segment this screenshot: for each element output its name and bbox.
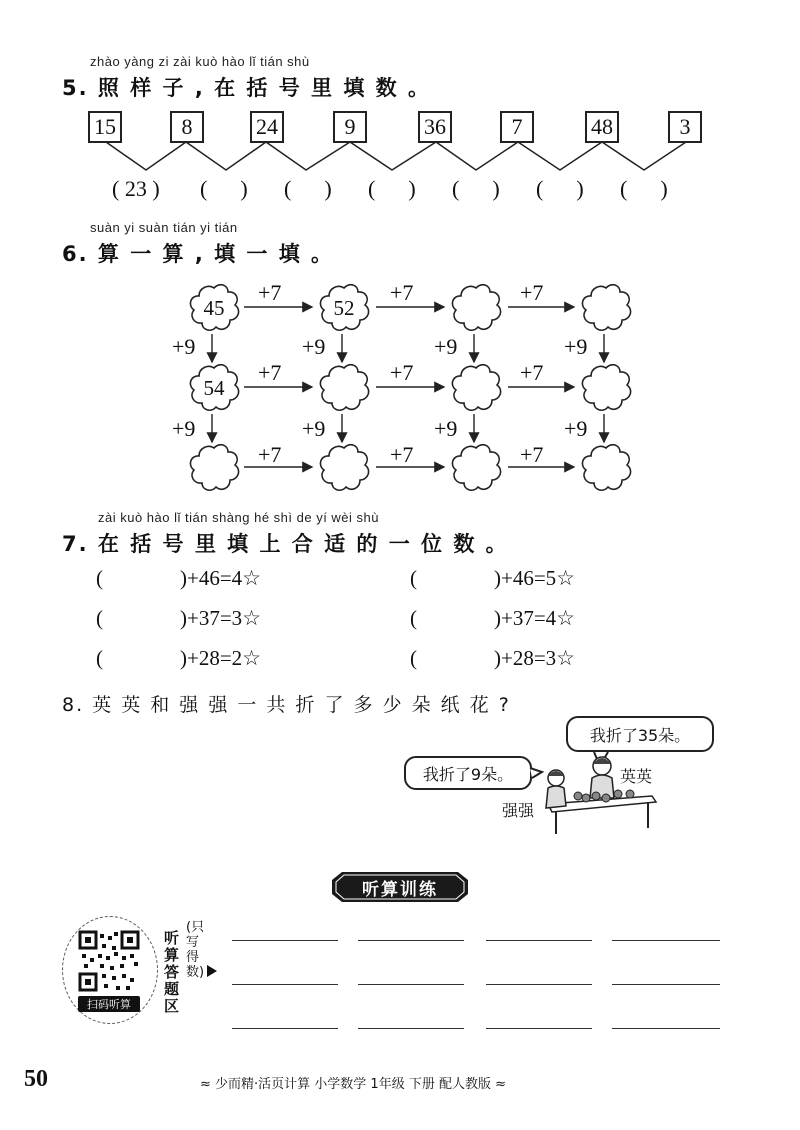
answer-line[interactable] xyxy=(612,940,720,941)
q6-value-r2c2 xyxy=(316,362,372,414)
q6-value-r3c3 xyxy=(448,442,504,494)
q7-left-eq-1: )+46=4☆ xyxy=(180,566,262,590)
q6-pinyin: suàn yi suàn tián yi tián xyxy=(90,220,238,235)
answer-line[interactable] xyxy=(232,984,338,985)
q5-box-3: 24 xyxy=(250,111,284,143)
q6-op-r2a: +7 xyxy=(258,360,282,385)
q6-op-r1a: +7 xyxy=(258,280,282,305)
q5-connector-lines xyxy=(0,0,800,200)
q5-answer-slot-4[interactable]: ( ) xyxy=(368,176,416,201)
q7-right-eq-3: )+28=3☆ xyxy=(494,646,576,670)
q5-box-7: 48 xyxy=(585,111,619,143)
q7-right-open-2[interactable]: ( xyxy=(410,606,417,630)
q5-answer-slot-6[interactable]: ( ) xyxy=(536,176,584,201)
q7-right-open-1[interactable]: ( xyxy=(410,566,417,590)
q6-title: 6. 算 一 算 , 填 一 填 。 xyxy=(62,242,335,266)
q6-op-c3b: +9 xyxy=(434,416,458,441)
page-number: 50 xyxy=(24,1066,48,1092)
q6-op-r3a: +7 xyxy=(258,442,282,467)
q7-left-eq-2: )+37=3☆ xyxy=(180,606,262,630)
answer-line[interactable] xyxy=(612,984,720,985)
q7-right-open-3[interactable]: ( xyxy=(410,646,417,670)
answer-line[interactable] xyxy=(358,940,464,941)
q5-answer-slot-1[interactable]: ( 23 ) xyxy=(112,176,160,201)
q5-box-4: 9 xyxy=(333,111,367,143)
q7-pinyin: zài kuò hào lǐ tián shàng hé shì de yí wèi shù xyxy=(98,510,379,525)
q6-value-r2c4 xyxy=(578,362,634,414)
listening-note: (只写得数) xyxy=(186,920,205,980)
q5-answer-slot-5[interactable]: ( ) xyxy=(452,176,500,201)
q5-box-6: 7 xyxy=(500,111,534,143)
q5-answer-slot-7[interactable]: ( ) xyxy=(620,176,668,201)
answer-line[interactable] xyxy=(358,1028,464,1029)
q6-op-c1b: +9 xyxy=(172,416,196,441)
answer-line[interactable] xyxy=(358,984,464,985)
q8-bubble-yingying: 我折了35朵。 xyxy=(566,716,714,752)
q6-value-r2c3 xyxy=(448,362,504,414)
q6-value-r1c2: 52 xyxy=(333,295,355,320)
q6-op-r3b: +7 xyxy=(390,442,414,467)
q6-op-r1b: +7 xyxy=(390,280,414,305)
q6-value-r1c3 xyxy=(448,282,504,334)
q5-answer-slot-3[interactable]: ( ) xyxy=(284,176,332,201)
answer-line[interactable] xyxy=(486,1028,592,1029)
q7-left-open-1[interactable]: ( xyxy=(96,566,103,590)
q6-op-r2c: +7 xyxy=(520,360,544,385)
q6-op-c2a: +9 xyxy=(302,334,326,359)
q8-bubble-qiangqiang: 我折了9朵。 xyxy=(404,756,532,790)
answer-line[interactable] xyxy=(486,984,592,985)
q5-box-2: 8 xyxy=(170,111,204,143)
listening-banner xyxy=(330,870,470,904)
q7-left-open-3[interactable]: ( xyxy=(96,646,103,670)
q7-right-eq-2: )+37=4☆ xyxy=(494,606,576,630)
q6-op-r3c: +7 xyxy=(520,442,544,467)
q7-left-eq-3: )+28=2☆ xyxy=(180,646,262,670)
answer-line[interactable] xyxy=(232,940,338,941)
q6-value-r1c1: 45 xyxy=(203,295,225,320)
q6-value-r1c4 xyxy=(578,282,634,334)
q6-value-r3c4 xyxy=(578,442,634,494)
q5-title: 5. 照 样 子 , 在 括 号 里 填 数 。 xyxy=(62,76,431,100)
q6-op-c4b: +9 xyxy=(564,416,588,441)
q6-op-c1a: +9 xyxy=(172,334,196,359)
q6-value-r2c1: 54 xyxy=(203,375,225,400)
q5-box-8: 3 xyxy=(668,111,702,143)
answer-line[interactable] xyxy=(232,1028,338,1029)
qr-label: 扫码听算 xyxy=(78,996,140,1012)
q6-op-c4a: +9 xyxy=(564,334,588,359)
q7-right-eq-1: )+46=5☆ xyxy=(494,566,576,590)
qr-code[interactable] xyxy=(78,930,140,992)
q6-op-c2b: +9 xyxy=(302,416,326,441)
q6-value-r3c1 xyxy=(186,442,242,494)
q5-box-5: 36 xyxy=(418,111,452,143)
footer-text: ≈ 少而精·活页计算 小学数学 1年级 下册 配人教版 ≈ xyxy=(200,1077,506,1092)
q8-title: 8. 英 英 和 强 强 一 共 折 了 多 少 朵 纸 花 ? xyxy=(62,694,511,716)
q5-answer-slot-2[interactable]: ( ) xyxy=(200,176,248,201)
answer-line[interactable] xyxy=(612,1028,720,1029)
q8-name-yingying: 英英 xyxy=(620,767,653,786)
q6-op-r2b: +7 xyxy=(390,360,414,385)
answer-line[interactable] xyxy=(486,940,592,941)
q6-op-c3a: +9 xyxy=(434,334,458,359)
q7-title: 7. 在 括 号 里 填 上 合 适 的 一 位 数 。 xyxy=(62,532,509,556)
q5-answer-1: 23 xyxy=(124,176,147,201)
play-triangle-icon xyxy=(206,964,218,978)
q8-name-qiangqiang: 强强 xyxy=(502,801,535,820)
q5-box-1: 15 xyxy=(88,111,122,143)
q6-arrows xyxy=(0,270,800,510)
q5-pinyin: zhào yàng zi zài kuò hào lǐ tián shù xyxy=(90,54,310,69)
listening-area-label: 听算答题区 xyxy=(164,929,180,1015)
q7-left-open-2[interactable]: ( xyxy=(96,606,103,630)
listening-banner-text: 听算训练 xyxy=(362,879,438,900)
q6-op-r1c: +7 xyxy=(520,280,544,305)
q6-value-r3c2 xyxy=(316,442,372,494)
